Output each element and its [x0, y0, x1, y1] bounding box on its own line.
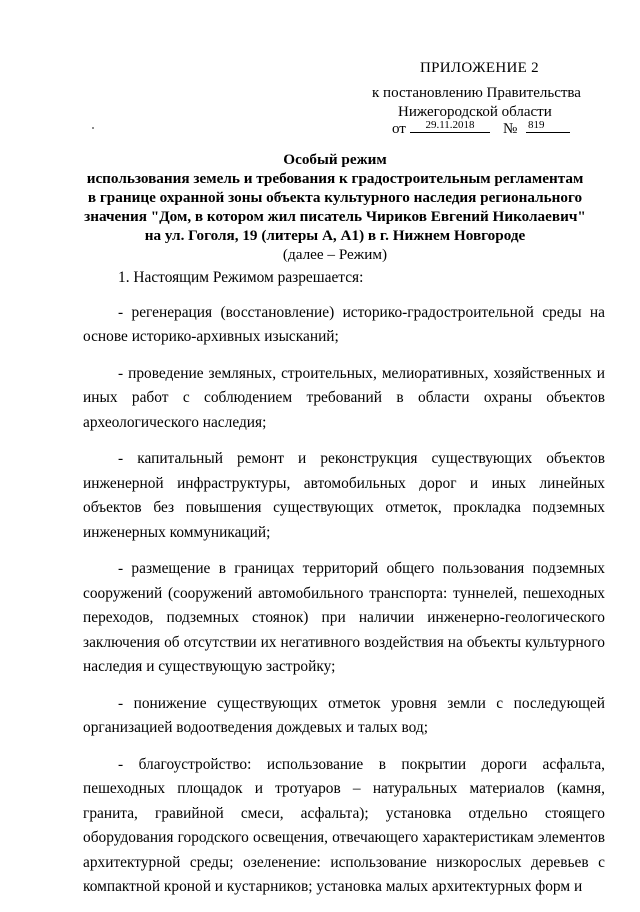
paragraph-6: - понижение существующих отметок уровня земли с последующей организацией водоотведения дождевых и талых вод; [83, 694, 605, 736]
appendix-title: ПРИЛОЖЕНИЕ 2 [420, 60, 539, 76]
ot-label: от [392, 121, 406, 137]
heading-line-6: (далее – Режим) [282, 246, 388, 263]
appendix-block [0, 0, 640, 150]
heading-line-4: значения "Дом, в котором жил писатель Чириков Евгений Николаевич" [84, 208, 586, 225]
paragraph-1: 1. Настоящим Режимом разрешается: [118, 269, 364, 286]
paragraph-3: - проведение земляных, строительных, мелиоративных, хозяйственных и иных работ с соблюдением требований в области охраны объектов археологического наследия; [83, 364, 605, 431]
decree-date: 29.11.2018 [410, 119, 490, 133]
heading-line-2: использования земель и требования к градостроительным регламентам [86, 170, 584, 187]
heading-line-3: в границе охранной зоны объекта культурного наследия регионального [87, 189, 583, 206]
paragraph-7: - благоустройство: использование в покрытии дороги асфальта, пешеходных площадок и тротуаров – натуральных материалов (камня, гранита, гравийной смеси, асфальта); установка отдельно стоящего оборудования городского освещения, отвечающего характеристикам элементов архитектурной среды; озеленение: использование низкорослых деревьев с компактной кроной и кустарников; установка малых архитектурных форм и [83, 755, 605, 895]
document-heading [60, 150, 610, 264]
heading-line-1: Особый режим [283, 151, 387, 168]
appendix-line-1: к постановлению Правительства [372, 85, 581, 101]
paragraph-4: - капитальный ремонт и реконструкция существующих объектов инженерной инфраструктуры, автомобильных дорог и иных линейных объектов без повышения существующих отметок, прокладка подземных инженерных коммуникаций; [83, 450, 605, 541]
decree-number: 819 [526, 119, 570, 133]
paragraph-5: - размещение в границах территорий общего пользования подземных сооружений (сооружений автомобильного транспорта: туннелей, пешеходных переходов, подземных стоянок) при наличии инженерно-геологического заключения об отсутствии их негативного воздействия на объекты культурного наследия и существующую застройку; [83, 560, 605, 675]
scan-dot [92, 127, 94, 129]
heading-line-5: на ул. Гоголя, 19 (литеры А, А1) в г. Нижнем Новгороде [144, 227, 526, 244]
number-sign: № [503, 121, 518, 137]
paragraph-2: - регенерация (восстановление) историко-градостроительной среды на основе историко-архивных изысканий; [83, 303, 605, 345]
appendix-line-2: Нижегородской области [398, 104, 552, 120]
document-body [83, 266, 605, 912]
